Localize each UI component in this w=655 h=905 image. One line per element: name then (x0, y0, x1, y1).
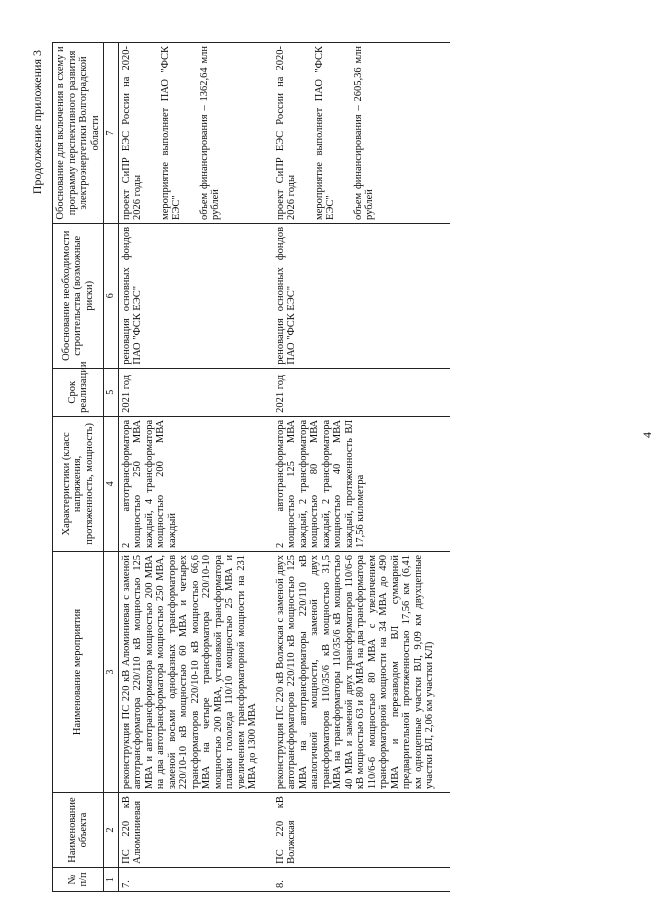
column-number: 1 (104, 867, 119, 891)
table-row (273, 43, 450, 892)
rotated-sheet (28, 42, 638, 892)
header-measure: Наименование мероприятия (53, 551, 104, 792)
measures-table (52, 42, 450, 892)
basis-project: проект СиПР ЕЭС России на 2020-2026 годы (274, 46, 297, 220)
column-number: 3 (104, 551, 119, 792)
row-measure: реконструкция ПС 220 кВ Алюминиевая с заменой автотрансформатора 220/110 кВ мощностью 125 МВА и автотрансформатора мощностью 200 МВА на два автотрансформатора мощностью 250 МВА, заменой восьми однофазных трансформаторов 220/10-10 кВ мощностью 60 МВА и четырех трансформаторов 220/10-10 кВ мощностью 66,6 МВА на четыре трансформатора 220/10-10 мощностью 200 МВА, установкой трансформатора плавки гололеда 110/10 мощностью 25 МВА и увеличением трансформаторной мощности на 231 МВА до 1300 МВА (118, 551, 273, 792)
header-justification: Обоснование необходимости строительства (возможные риски) (53, 223, 104, 368)
row-measure: реконструкция ПС 220 кВ Волжская с заменой двух автотрансформаторов 220/110 кВ мощностью 125 МВА на автотрансформаторы 220/110 кВ аналогичной мощности, заменой двух трансформаторов 110/35/6 кВ мощностью 31,5 МВА на трансформаторы 110/35/6 кВ мощностью 40 МВА и заменой двух трансформаторов 110/6-6 кВ мощностью 63 и 80 МВА на два трансформатора 110/6-6 мощностью 80 МВА с увеличением трансформаторной мощности на 34 МВА до 490 МВА и перезаводом ВЛ суммарной предварительной протяженностью 17,56 км (6,41 км одноцепные участки ВЛ, 9,09 км двухцепные участки ВЛ, 2,06 км участки КЛ) (273, 551, 450, 792)
header-characteristics: Характеристики (класс напряжения, протяженность, мощность) (53, 416, 104, 551)
column-number: 5 (104, 368, 119, 416)
header-object: Наименование объекта (53, 793, 104, 868)
header-row (53, 43, 104, 892)
header-basis: Обоснование для включения в схему и программу перспективного развития электроэнергетики Волгоградской области (53, 43, 104, 224)
row-justification: реновация основных фондов ПАО "ФСК ЕЭС" (118, 223, 273, 368)
column-number: 4 (104, 416, 119, 551)
column-number: 7 (104, 43, 119, 224)
basis-funding: объем финансирования – 1362,64 млн рублей (198, 46, 221, 220)
row-object: ПС 220 кВ Алюминиевая (118, 793, 273, 868)
basis-project: проект СиПР ЕЭС России на 2020-2026 годы (120, 46, 143, 220)
row-basis (118, 43, 273, 224)
column-number: 2 (104, 793, 119, 868)
basis-executor: мероприятие выполняет ПАО "ФСК ЕЭС" (159, 46, 182, 220)
continuation-label: Продолжение приложения 3 (30, 50, 44, 195)
page-number: 4 (640, 432, 654, 438)
table-row (118, 43, 273, 892)
row-num: 8. (273, 867, 450, 891)
header-num: № п/п (53, 867, 104, 891)
basis-funding: объем финансирования – 2605,36 млн рублей (352, 46, 375, 220)
row-characteristics: 2 автотрансформатора мощностью 125 МВА каждый, 2 трансформатора мощностью 80 МВА каждый, 2 трансформатора мощностью 40 МВА каждый, протяженность ВЛ 17,56 километра (273, 416, 450, 551)
header-period: Срок реализации (53, 368, 104, 416)
column-number: 6 (104, 223, 119, 368)
row-object: ПС 220 кВ Волжская (273, 793, 450, 868)
row-justification: реновация основных фондов ПАО "ФСК ЕЭС" (273, 223, 450, 368)
row-basis (273, 43, 450, 224)
basis-executor: мероприятие выполняет ПАО "ФСК ЕЭС" (313, 46, 336, 220)
row-period: 2021 год (118, 368, 273, 416)
row-num: 7. (118, 867, 273, 891)
column-number-row (104, 43, 119, 892)
row-characteristics: 2 автотрансформатора мощностью 250 МВА каждый, 4 трансформатора мощностью 200 МВА каждый (118, 416, 273, 551)
row-period: 2021 год (273, 368, 450, 416)
